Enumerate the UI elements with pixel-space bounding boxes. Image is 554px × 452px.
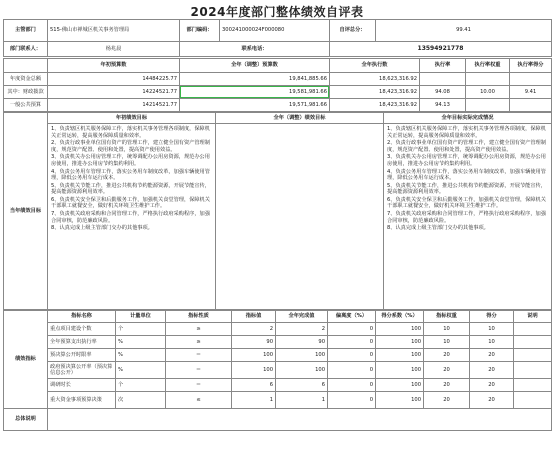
indicators-table: 绩效指标 指标名称 计量单位 指标性质 指标值 全年完成值 偏离度（%） 得分系数（%） 指标权重 得分 说明 重点项目建设个数 个 ≥ 2 2 0 100 10 10 全年预算支出执行率 % ≥ 90 90 0 100 10 10 预决算公开时限率 % ＝ 100 100 0 100 20 20 政府预决算公开率（预决算信息公开） % ＝ 100 100 0 100 20 20 调研时长 个 ＝ 6 6 0 100 20 20 重大资金事项预算决策 次 ≤ 1 1 0 100 20 20 总体说明 [3,310,552,431]
budget-row: 年度资金总额 14484225.77 19,841,885.66 18,623,316.92 [4,73,552,86]
budget-header-initial: 年初预算数 [48,59,180,73]
phone-label: 联系电话： [180,42,330,57]
score-label: 自评总分： [330,20,376,42]
goals-initial-text: 1、负责辖区机关服务保障工作，落实机关事务管理各项制度，保障机关正常运转，提高服务保障质量和效率。 2、负责行政事业单位国有资产的管理工作，建立健全国有资产管理制度，规范资产配置、使用和处置，提高资产使用效益。 3、负责机关办公用房管理工作，统筹调配办公用房资源，规范办公用房使用，推进办公用房节约集约利用。 4、负责公务用车管理工作，落实公务用车制度改革，加强车辆使用管理，降低公务用车运行成本。 5、负责机关节能工作，推进公共机构节约能源资源，开展节能宣传，提高能源资源利用效率。 6、负责机关安全保卫和后勤服务工作，加强机关食堂管理，保障机关干部职工就餐安全，做好机关环境卫生维护工作。 7、负责机关政府采购和合同管理工作，严格执行政府采购程序，加强合同审核，防范廉政风险。 8、认真完成上级主管部门交办的其他事项。 [48,124,216,310]
indicator-row: 预决算公开时限率 % ＝ 100 100 0 100 20 20 [4,349,552,362]
budget-header-score: 执行率得分 [510,59,552,73]
summary-label: 总体说明 [4,409,48,431]
goals-adjusted-text [216,124,384,310]
indicator-row: 重点项目建设个数 个 ≥ 2 2 0 100 10 10 [4,323,552,336]
indicator-row: 全年预算支出执行率 % ≥ 90 90 0 100 10 10 [4,336,552,349]
dept-value: 515-佛山市禅城区机关事务管理局 [48,20,180,42]
dept-label: 主管部门 [4,20,48,42]
page-title: 2024年度部门整体绩效自评表 [190,5,364,19]
indicator-row: 政府预决算公开率（预决算信息公开） % ＝ 100 100 0 100 20 20 [4,362,552,379]
code-value: 300241000024F000080 [220,20,330,42]
budget-row: 其中：财政拨款 14224521.77 19,581,981.66 18,423,316.92 94.08 10.00 9.41 [4,86,552,99]
contact-label: 部门联系人： [4,42,48,57]
budget-header-rate: 执行率 [420,59,466,73]
info-table [3,19,552,57]
budget-header-adjusted: 全年（调整）预算数 [180,59,330,73]
score-value: 99.41 [376,20,552,42]
indicators-row-label: 绩效指标 [4,311,48,409]
goals-actual-text: 1、负责辖区机关服务保障工作，落实机关事务管理各项制度，保障机关正常运转，提高服务保障质量和效率。 2、负责行政事业单位国有资产的管理工作，建立健全国有资产管理制度，规范资产配置、使用和处置，提高资产使用效益。 3、负责机关办公用房管理工作，统筹调配办公用房资源，规范办公用房使用，推进办公用房节约集约利用。 4、负责公务用车管理工作，落实公务用车制度改革，加强车辆使用管理，降低公务用车运行成本。 5、负责机关节能工作，推进公共机构节约能源资源，开展节能宣传，提高能源资源利用效率。 6、负责机关安全保卫和后勤服务工作，加强机关食堂管理，保障机关干部职工就餐安全，做好机关环境卫生维护工作。 7、负责机关政府采购和合同管理工作，严格执行政府采购程序，加强合同审核，防范廉政风险。 8、认真完成上级主管部门交办的其他事项。 [384,124,552,310]
goals-table [3,112,552,310]
goals-col2-header: 全年（调整）绩效目标 [216,113,384,124]
code-label: 部门编码： [180,20,220,42]
budget-table [3,58,552,112]
indicator-row: 重大资金事项预算决策 次 ≤ 1 1 0 100 20 20 [4,392,552,409]
contact-value: 杨兆晨 [48,42,180,57]
summary-value [48,409,552,431]
phone-value: 13594921778 [330,42,552,57]
budget-header-executed: 全年执行数 [330,59,420,73]
indicator-row: 调研时长 个 ＝ 6 6 0 100 20 20 [4,379,552,392]
budget-row: 一般公共预算 14214521.77 19,571,981.66 18,423,316.92 94.13 [4,99,552,112]
goals-row-label: 当年绩效目标 [4,113,48,310]
goals-col1-header: 年初绩效目标 [48,113,216,124]
budget-header-weight: 执行率权重 [466,59,510,73]
goals-col3-header: 全年目标实际完成情况 [384,113,552,124]
